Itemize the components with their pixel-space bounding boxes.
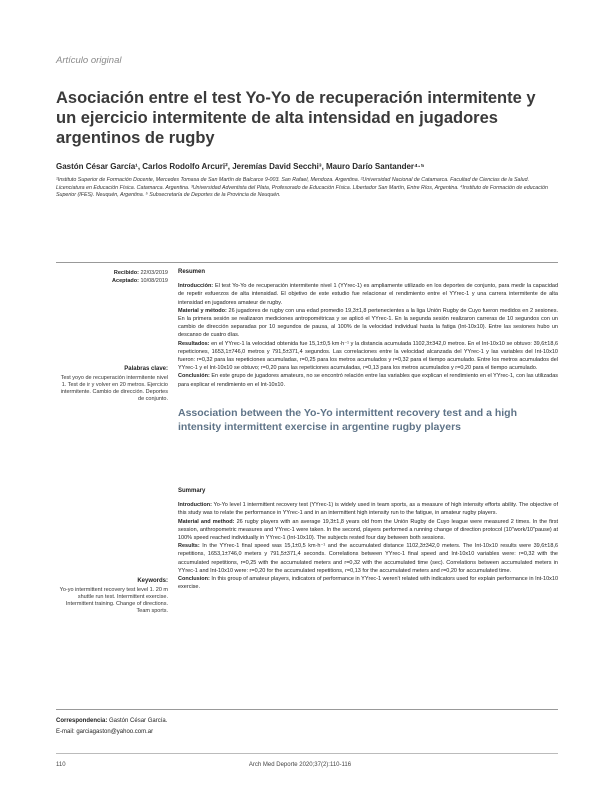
email-label: E-mail: — [56, 729, 75, 735]
conclusion-text: In this group of amateur players, indicators of performance in YYrec-1 weren't related with indicators used for explain performance in Int-10x10 exercise. — [178, 576, 558, 591]
correspondence — [56, 716, 167, 738]
email-line — [56, 727, 167, 738]
received-date — [56, 270, 168, 277]
method-label: Material y método: — [178, 307, 227, 314]
footer-divider — [56, 753, 558, 754]
accepted-date — [56, 278, 168, 285]
conclusion-label: Conclusion: — [178, 576, 210, 583]
abstract-es-results — [178, 340, 558, 373]
correspondence-name: Gastón César García. — [109, 718, 168, 724]
keywords-en: Yo-yo intermittent recovery test level 1. 20 m shuttle run test. Intermittent exercise. Intermittent training. Change of directions. Team sports. — [59, 587, 168, 614]
intro-text: Yo-Yo level 1 intermittent recovery test (YYrec-1) is widely used in team sports, as a measure of high intensity efforts ability. The objective of this study was to relate the performance in YYrec-1 and in an intermittent high intensity run to the fatigue, in amateur rugby players. — [178, 502, 558, 517]
email-address[interactable]: garciagaston@yahoo.com.ar — [76, 729, 154, 735]
abstract-en-heading: Summary — [178, 488, 206, 494]
abstract-es — [178, 268, 558, 389]
english-title: Association between the Yo-Yo intermittent recovery test and a high intensity intermittent exercise in argentine rugby players — [178, 407, 517, 433]
abstract-en — [178, 487, 558, 591]
keywords-es-label: Palabras clave: — [124, 366, 168, 372]
abstract-es-conclusion — [178, 372, 558, 388]
method-text: 26 jugadores de rugby con una edad promedio 19,3±1,8 pertenecientes a la liga Unión Rugby de Cuyo fueron medidos en 2 sesiones. En la primera sesión se realizaron mediciones antropométricas y se aplicó el YYrec-1. En la segunda sesión realizaron carreras de 10 segundos con un cambio de dirección separadas por 10 segundos de pausa, al 100% de la velocidad individual hasta la fatiga (Int-10x10). Entre las sesiones hubo un descanso de cuatro días. — [178, 307, 559, 339]
journal-citation: Arch Med Deporte 2020;37(2):110-116 — [248, 762, 352, 768]
method-text: 26 rugby players with an average 19,3±1,8 years old from the Unión Rugby de Cuyo league were measured 2 times. In the first session, anthropometric measures and YYrec-1 were taken. In the second, players performed a running change of direction protocol (10"work/10"pause) at 100% speed reached individually in YYrec-1 (Int-10x10). The subjects rested four day between both sessions. — [178, 518, 558, 542]
results-text: en el YYrec-1 la velocidad obtenida fue 15,1±0,5 km·h⁻¹ y la distancia acumulada 1102,3±342,0 metros. En el Int-10x10 se obtuvo: 39,6±18,6 repeticiones, 1653,1±746,0 metros y 791,5±371,4 segundos. Las correlaciones entre la velocidad alcanzada del YYrec-1 y las variables del Int-10x10 fueron: r=0,32 para las repeticiones acumuladas, r=0,25 para los metros acumulados y r=0,32 para el tiempo acumulado. Entre los metros acumulados del YYrec-1 y el Int-10x10 se obtuvo; r=0,20 para las repeticiones acumuladas, r=0,13 para los metros acumulados y r=0,20 para el tiempo acumulado. — [178, 340, 558, 372]
conclusion-text: En este grupo de jugadores amateurs, no se encontró relación entre las variables que explican el rendimiento en el YYrec-1, con las utilizadas para explicar el rendimiento en el Int-10x10. — [178, 373, 559, 388]
abstract-en-method — [178, 518, 558, 543]
keywords-en-label: Keywords: — [137, 578, 168, 584]
section-label: Artículo original — [56, 55, 122, 66]
header-divider — [56, 262, 558, 263]
method-label: Material and method: — [178, 518, 235, 525]
affiliations: ¹Instituto Superior de Formación Docente, Mercedes Tomasa de San Martín de Balcarce 9-003. San Rafael, Mendoza. Argentina. ²Universidad Nacional de Catamarca. Facultad de Ciencias de la Salud. Licenciatura en Educación Física. Catamarca. Argentina. ³Universidad Adventista del Plata, Profesorado de Educación Física. Libertador San Martín, Entre Ríos, Argentina. ⁴Instituto de Formación de educación Superior (IFES). Neuquén, Argentina. ⁵ Subsecretaría de Deportes de la Provincia de Neuquén. — [56, 177, 548, 199]
abstract-en-intro — [178, 501, 558, 517]
correspondence-divider — [56, 709, 558, 710]
accepted-value: 10/08/2019 — [140, 278, 168, 284]
results-label: Resultados: — [178, 340, 210, 347]
abstract-es-intro — [178, 282, 558, 307]
intro-label: Introducción: — [178, 283, 214, 290]
conclusion-label: Conclusión: — [178, 373, 210, 380]
intro-label: Introduction: — [178, 502, 212, 509]
abstract-es-heading: Resumen — [178, 269, 206, 275]
abstract-es-method — [178, 307, 558, 340]
abstract-en-conclusion — [178, 575, 558, 591]
correspondence-line — [56, 716, 167, 727]
keywords-es: Test yoyo de recuperación intermitente nivel 1. Test de ir y volver en 20 metros. Ejercicio intermitente. Cambio de dirección. Deportes de conjunto. — [60, 375, 168, 402]
received-label: Recibido: — [113, 270, 139, 276]
correspondence-label: Correspondencia: — [56, 718, 108, 724]
intro-text: El test Yo-Yo de recuperación intermitente nivel 1 (YYrec-1) es ampliamente utilizado en los deportes de conjunto, para medir la capacidad de repetir esfuerzos de alta intensidad. El objetivo de este estudio fue relacionar el rendimiento entre el YYrec-1 y una carrera intermitente de alta intensidad en jugadores amateur de rugby. — [178, 283, 558, 306]
accepted-label: Aceptado: — [112, 278, 139, 284]
abstract-en-results — [178, 542, 558, 575]
received-value: 22/03/2019 — [140, 270, 168, 276]
page-number: 110 — [56, 762, 66, 768]
results-text: In the YYrec-1 final speed was 15,1±0,5 km·h⁻¹ and the accumulated distance 1102,3±342,0 meters. The Int-10x10 results were 39,6±18,6 repetitions, 1653,1±746,0 meters y 791,5±371,4 seconds. Correlations between YYrec-1 final speed and Int-10x10 variables were: r=0,32 with the accumulated repetitions, r=0,25 with the accumulated meters and r=0,32 with the accumulated time (sec). Correlations between accumulated meters in YYrec-1 and Int-10x10 were: r=0,20 for the accumulated repetitions, r=0,13 for the accumulated meters and r=0,20 for accumulated time. — [178, 543, 558, 574]
author-list: Gastón César García¹, Carlos Rodolfo Arcuri², Jeremías David Secchi³, Mauro Darío Santander⁴·⁵ — [56, 162, 425, 171]
results-label: Results: — [178, 543, 200, 550]
article-title: Asociación entre el test Yo-Yo de recuperación intermitente y un ejercicio intermitente de alta intensidad en jugadores argentinos de rugby — [56, 89, 536, 147]
